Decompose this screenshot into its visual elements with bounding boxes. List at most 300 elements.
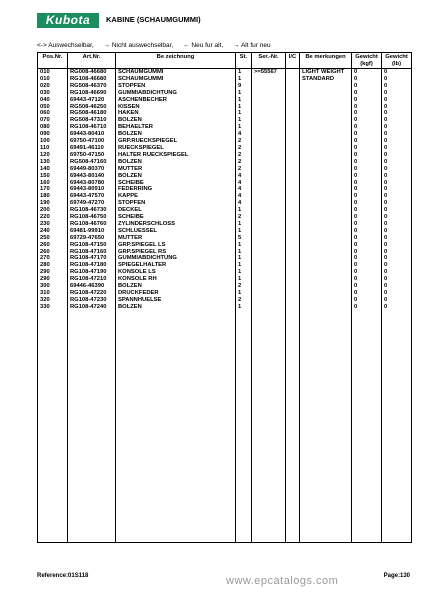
table-cell: [300, 290, 352, 297]
table-row: [38, 235, 412, 242]
table-cell: 260: [38, 242, 68, 249]
table-cell: 0: [382, 166, 412, 173]
table-cell: 69750-47150: [68, 152, 116, 159]
table-cell: 2: [236, 214, 252, 221]
table-cell: 0: [352, 110, 382, 117]
table-cell: [252, 269, 286, 276]
table-cell: 0: [352, 186, 382, 193]
table-row: [38, 110, 412, 117]
table-filler-row: [38, 311, 412, 543]
table-cell: [286, 173, 300, 180]
table-cell: 240: [38, 228, 68, 235]
table-cell: [252, 283, 286, 290]
table-cell: >=55567: [252, 69, 286, 76]
table-cell: 310: [38, 290, 68, 297]
table-cell: [300, 242, 352, 249]
table-row: [38, 262, 412, 269]
table-cell: [286, 283, 300, 290]
table-cell: 230: [38, 221, 68, 228]
table-row: [38, 104, 412, 111]
table-cell: [286, 255, 300, 262]
table-cell: 0: [382, 249, 412, 256]
table-row: [38, 90, 412, 97]
table-cell: 120: [38, 152, 68, 159]
table-cell: [286, 152, 300, 159]
table-cell: 69491-46110: [68, 145, 116, 152]
table-cell: 290: [38, 276, 68, 283]
table-filler-cell: [252, 311, 286, 543]
table-cell: 0: [352, 97, 382, 104]
table-cell: 0: [382, 186, 412, 193]
table-cell: 0: [382, 269, 412, 276]
table-row: [38, 152, 412, 159]
table-cell: 0: [352, 90, 382, 97]
table-cell: [286, 83, 300, 90]
table-cell: HAKEN: [116, 110, 236, 117]
table-cell: [286, 207, 300, 214]
table-cell: [286, 131, 300, 138]
table-cell: 0: [352, 69, 382, 76]
table-cell: BOLZEN: [116, 117, 236, 124]
table-cell: 0: [382, 104, 412, 111]
table-cell: ASCHENBECHER: [116, 97, 236, 104]
table-cell: [286, 186, 300, 193]
column-header: Gewicht (lb): [382, 53, 412, 69]
table-cell: 280: [38, 262, 68, 269]
table-cell: [286, 221, 300, 228]
column-header: Art.Nr.: [68, 53, 116, 69]
table-cell: 0: [352, 269, 382, 276]
table-cell: RG108-47150: [68, 242, 116, 249]
table-cell: 69446-46390: [68, 283, 116, 290]
table-cell: 0: [352, 262, 382, 269]
table-row: [38, 145, 412, 152]
table-cell: [286, 90, 300, 97]
table-cell: [286, 159, 300, 166]
table-cell: 1: [236, 255, 252, 262]
table-cell: 0: [352, 159, 382, 166]
table-cell: [300, 110, 352, 117]
table-cell: 2: [236, 159, 252, 166]
table-cell: STANDARD: [300, 76, 352, 83]
table-cell: 0: [352, 117, 382, 124]
table-cell: [286, 180, 300, 187]
table-cell: 090: [38, 131, 68, 138]
table-cell: [252, 97, 286, 104]
table-cell: [252, 262, 286, 269]
table-cell: FEDERRING: [116, 186, 236, 193]
table-cell: 2: [236, 166, 252, 173]
table-cell: 080: [38, 124, 68, 131]
table-cell: 070: [38, 117, 68, 124]
table-row: [38, 207, 412, 214]
table-cell: KONSOLE LS: [116, 269, 236, 276]
table-filler-cell: [382, 311, 412, 543]
table-cell: SCHLUESSEL: [116, 228, 236, 235]
table-cell: [300, 97, 352, 104]
table-cell: [300, 304, 352, 311]
table-cell: [252, 221, 286, 228]
table-cell: [286, 304, 300, 311]
table-cell: GRP.SPIEGEL RS: [116, 249, 236, 256]
table-cell: 050: [38, 104, 68, 111]
table-cell: RG108-46760: [68, 221, 116, 228]
table-cell: 0: [352, 207, 382, 214]
table-cell: 69750-47100: [68, 138, 116, 145]
table-cell: [300, 276, 352, 283]
table-cell: BOLZEN: [116, 131, 236, 138]
table-cell: RG108-46690: [68, 90, 116, 97]
table-cell: [286, 235, 300, 242]
table-cell: [252, 124, 286, 131]
table-cell: [252, 131, 286, 138]
table-cell: 0: [352, 200, 382, 207]
table-cell: 0: [382, 83, 412, 90]
table-cell: RG108-46710: [68, 124, 116, 131]
table-cell: 1: [236, 104, 252, 111]
table-cell: 0: [352, 290, 382, 297]
table-cell: SCHEIBE: [116, 214, 236, 221]
table-cell: 0: [352, 283, 382, 290]
table-cell: 0: [352, 221, 382, 228]
table-cell: 0: [382, 145, 412, 152]
legend-not-interchangeable: → Nicht auswechselbar,: [103, 42, 174, 49]
table-cell: [252, 249, 286, 256]
table-cell: 060: [38, 110, 68, 117]
column-header: Be zeichnung: [116, 53, 236, 69]
table-cell: 0: [382, 152, 412, 159]
table-cell: [286, 69, 300, 76]
table-cell: 0: [382, 110, 412, 117]
table-cell: [252, 110, 286, 117]
table-cell: [300, 159, 352, 166]
table-cell: 100: [38, 138, 68, 145]
table-row: [38, 242, 412, 249]
table-cell: [300, 145, 352, 152]
table-cell: 130: [38, 159, 68, 166]
table-cell: 0: [352, 138, 382, 145]
table-cell: [300, 173, 352, 180]
table-row: [38, 297, 412, 304]
table-cell: [300, 193, 352, 200]
table-cell: BOLZEN: [116, 304, 236, 311]
table-cell: 0: [352, 173, 382, 180]
table-cell: [252, 152, 286, 159]
table-cell: [252, 290, 286, 297]
table-cell: BOLZEN: [116, 283, 236, 290]
table-row: [38, 276, 412, 283]
table-cell: RG108-47230: [68, 297, 116, 304]
table-cell: 69481-99910: [68, 228, 116, 235]
table-cell: DECKEL: [116, 207, 236, 214]
table-row: [38, 76, 412, 83]
table-row: [38, 180, 412, 187]
table-cell: 270: [38, 255, 68, 262]
table-cell: [286, 200, 300, 207]
table-cell: 320: [38, 297, 68, 304]
table-cell: 0: [352, 152, 382, 159]
table-cell: 4: [236, 131, 252, 138]
table-cell: KISSEN: [116, 104, 236, 111]
table-cell: [300, 138, 352, 145]
table-row: [38, 173, 412, 180]
table-cell: 1: [236, 249, 252, 256]
table-cell: 0: [382, 90, 412, 97]
table-cell: 0: [352, 276, 382, 283]
table-row: [38, 117, 412, 124]
table-cell: 1: [236, 290, 252, 297]
table-cell: 0: [382, 159, 412, 166]
table-cell: 0: [382, 69, 412, 76]
table-cell: 0: [382, 131, 412, 138]
table-cell: RG108-47160: [68, 249, 116, 256]
table-filler-cell: [68, 311, 116, 543]
table-cell: [300, 83, 352, 90]
table-cell: [252, 173, 286, 180]
table-cell: RG508-46250: [68, 104, 116, 111]
table-cell: 0: [382, 228, 412, 235]
table-filler-cell: [116, 311, 236, 543]
legend-new-for-old: ← Neu fur alt,: [183, 42, 224, 49]
table-cell: 0: [382, 214, 412, 221]
table-cell: [300, 104, 352, 111]
table-cell: 150: [38, 173, 68, 180]
table-cell: 9: [236, 83, 252, 90]
table-cell: [286, 214, 300, 221]
table-cell: [286, 290, 300, 297]
table-cell: [286, 276, 300, 283]
table-cell: 010: [38, 69, 68, 76]
table-row: [38, 283, 412, 290]
table-cell: [286, 166, 300, 173]
table-cell: [286, 117, 300, 124]
table-row: [38, 304, 412, 311]
table-cell: [300, 235, 352, 242]
table-cell: RG508-47160: [68, 159, 116, 166]
table-cell: 0: [382, 297, 412, 304]
table-cell: [286, 110, 300, 117]
legend-old-for-new: → Alt fur neu: [233, 42, 271, 49]
table-cell: 1: [236, 228, 252, 235]
table-row: [38, 290, 412, 297]
table-cell: [300, 117, 352, 124]
table-cell: 69729-47650: [68, 235, 116, 242]
table-cell: [252, 297, 286, 304]
column-header: Gewicht (kgf): [352, 53, 382, 69]
table-filler-cell: [352, 311, 382, 543]
table-cell: [252, 193, 286, 200]
table-row: [38, 159, 412, 166]
kubota-logo: Kubota: [37, 13, 99, 28]
table-cell: SCHEIBE: [116, 180, 236, 187]
table-cell: [252, 200, 286, 207]
table-cell: [300, 221, 352, 228]
table-cell: 0: [352, 180, 382, 187]
table-row: [38, 83, 412, 90]
table-cell: 010: [38, 76, 68, 83]
table-row: [38, 255, 412, 262]
table-cell: [300, 249, 352, 256]
table-filler-cell: [236, 311, 252, 543]
table-row: [38, 269, 412, 276]
table-cell: 300: [38, 283, 68, 290]
table-cell: [252, 166, 286, 173]
column-header: I/C: [286, 53, 300, 69]
table-cell: 0: [382, 180, 412, 187]
table-cell: 0: [352, 124, 382, 131]
table-cell: 1: [236, 242, 252, 249]
table-row: [38, 97, 412, 104]
table-row: [38, 193, 412, 200]
table-row: [38, 186, 412, 193]
table-row: [38, 69, 412, 76]
table-cell: [300, 90, 352, 97]
table-cell: 250: [38, 235, 68, 242]
table-cell: 4: [236, 193, 252, 200]
table-cell: 0: [352, 166, 382, 173]
page-number: Page:130: [383, 573, 410, 579]
table-cell: GUMMIABDICHTUNG: [116, 90, 236, 97]
table-filler-cell: [286, 311, 300, 543]
table-cell: 0: [382, 283, 412, 290]
table-cell: [300, 269, 352, 276]
table-cell: [252, 83, 286, 90]
table-cell: [300, 186, 352, 193]
table-cell: RG108-47180: [68, 262, 116, 269]
legend: [37, 42, 279, 49]
table-cell: [286, 262, 300, 269]
table-cell: 160: [38, 180, 68, 187]
table-cell: 1: [236, 304, 252, 311]
table-cell: 1: [236, 69, 252, 76]
table-cell: 0: [352, 249, 382, 256]
table-cell: HALTER RUECKSPIEGEL: [116, 152, 236, 159]
table-row: [38, 200, 412, 207]
table-cell: 2: [236, 283, 252, 290]
table-cell: 0: [382, 262, 412, 269]
table-cell: 260: [38, 249, 68, 256]
table-cell: 4: [236, 200, 252, 207]
table-cell: [252, 304, 286, 311]
table-cell: 0: [352, 104, 382, 111]
table-cell: 1: [236, 124, 252, 131]
table-cell: BOLZEN: [116, 173, 236, 180]
table-cell: 170: [38, 186, 68, 193]
table-cell: [286, 193, 300, 200]
table-cell: 200: [38, 207, 68, 214]
table-cell: [300, 152, 352, 159]
column-header: St.: [236, 53, 252, 69]
table-cell: [300, 283, 352, 290]
table-cell: [286, 242, 300, 249]
table-cell: RG508-46180: [68, 110, 116, 117]
table-cell: [286, 76, 300, 83]
table-cell: 0: [352, 235, 382, 242]
table-cell: [252, 214, 286, 221]
table-cell: 0: [382, 173, 412, 180]
table-cell: 0: [382, 290, 412, 297]
table-cell: 330: [38, 304, 68, 311]
table-cell: [252, 180, 286, 187]
table-cell: RG108-47240: [68, 304, 116, 311]
table-cell: [286, 138, 300, 145]
table-cell: 0: [352, 83, 382, 90]
table-cell: STOPFEN: [116, 200, 236, 207]
table-cell: 69443-47120: [68, 97, 116, 104]
table-cell: RG108-47170: [68, 255, 116, 262]
table-cell: GRP.SPIEGEL LS: [116, 242, 236, 249]
table-cell: 69443-80910: [68, 186, 116, 193]
table-cell: RG108-47220: [68, 290, 116, 297]
parts-table: [37, 52, 412, 543]
table-cell: LIGHT WEIGHT: [300, 69, 352, 76]
table-cell: 0: [382, 76, 412, 83]
table-filler-cell: [300, 311, 352, 543]
table-filler-cell: [38, 311, 68, 543]
table-cell: [300, 255, 352, 262]
table-cell: 1: [236, 90, 252, 97]
table-cell: 0: [352, 228, 382, 235]
table-cell: [300, 166, 352, 173]
table-cell: 0: [382, 276, 412, 283]
table-cell: [286, 104, 300, 111]
table-cell: [252, 186, 286, 193]
table-cell: SCHAUMGUMMI: [116, 76, 236, 83]
table-cell: SCHAUMGUMMI: [116, 69, 236, 76]
table-cell: 0: [382, 200, 412, 207]
table-cell: 4: [236, 173, 252, 180]
table-cell: [300, 124, 352, 131]
table-row: [38, 131, 412, 138]
table-cell: RG508-47310: [68, 117, 116, 124]
table-cell: 1: [236, 262, 252, 269]
table-cell: [300, 228, 352, 235]
table-cell: 69443-47570: [68, 193, 116, 200]
column-header: Be merkungen: [300, 53, 352, 69]
table-cell: SPIEGELHALTER: [116, 262, 236, 269]
table-cell: 0: [352, 297, 382, 304]
table-cell: 0: [382, 193, 412, 200]
table-cell: [252, 117, 286, 124]
table-cell: 180: [38, 193, 68, 200]
table-cell: [300, 180, 352, 187]
table-cell: ZYLINDERSCHLOSS: [116, 221, 236, 228]
table-row: [38, 249, 412, 256]
table-cell: BEHAELTER: [116, 124, 236, 131]
table-cell: [286, 269, 300, 276]
reference-label: Reference:01S118: [37, 573, 89, 579]
table-cell: 0: [382, 207, 412, 214]
table-cell: 69449-80370: [68, 166, 116, 173]
table-cell: [300, 214, 352, 221]
table-cell: [286, 249, 300, 256]
table-cell: 0: [382, 138, 412, 145]
table-cell: [300, 207, 352, 214]
table-cell: 0: [352, 131, 382, 138]
table-cell: [252, 207, 286, 214]
table-cell: [252, 145, 286, 152]
table-cell: 0: [352, 214, 382, 221]
table-cell: 220: [38, 214, 68, 221]
table-cell: 69749-47270: [68, 200, 116, 207]
table-cell: 0: [352, 145, 382, 152]
table-cell: 0: [382, 117, 412, 124]
table-cell: [252, 159, 286, 166]
table-cell: [252, 255, 286, 262]
table-cell: 5: [236, 235, 252, 242]
table-cell: 0: [382, 255, 412, 262]
table-cell: 0: [382, 242, 412, 249]
